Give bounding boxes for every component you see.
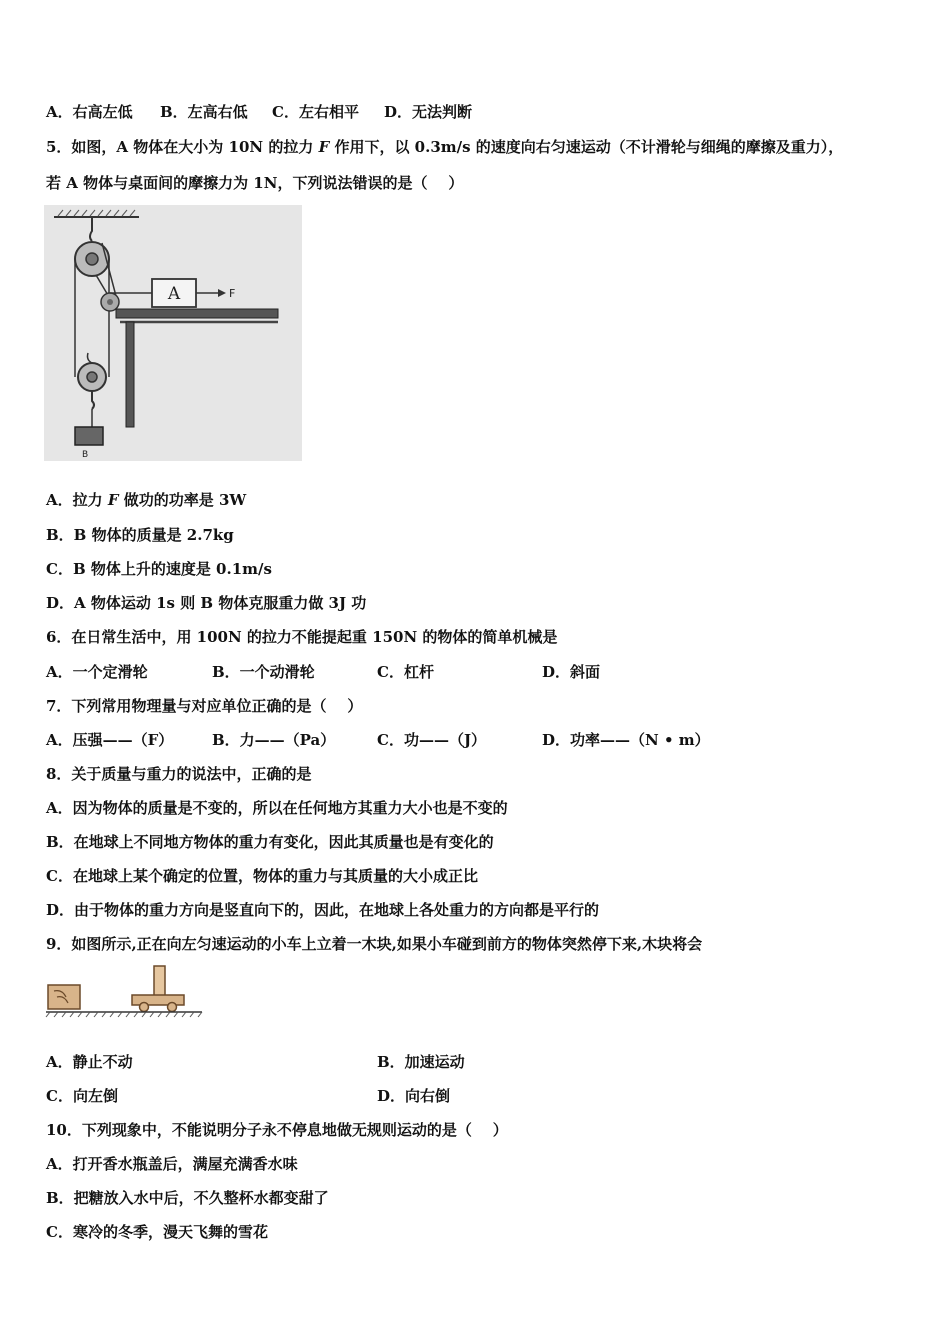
q9-option-b: B．加速运动 — [377, 1053, 465, 1071]
q10-option-a: A．打开香水瓶盖后，满屋充满香水味 — [46, 1155, 298, 1173]
cart-figure — [44, 963, 204, 1019]
q6-option-b: B．一个动滑轮 — [212, 663, 315, 681]
q6-stem: 6．在日常生活中，用 100N 的拉力不能提起重 150N 的物体的简单机械是 — [46, 628, 558, 646]
q4-option-a: A．右高左低 — [46, 103, 133, 121]
q6-option-a: A．一个定滑轮 — [46, 663, 148, 681]
q10-option-b: B．把糖放入水中后，不久整杯水都变甜了 — [46, 1189, 329, 1207]
q8-option-d: D．由于物体的重力方向是竖直向下的，因此，在地球上各处重力的方向都是平行的 — [46, 901, 600, 919]
q5-stem-line1: 5．如图，A 物体在大小为 10N 的拉力 F 作用下，以 0.3m/s 的速度向右匀速运动（不计滑轮与细绳的摩擦及重力）， — [46, 138, 844, 156]
q5-option-a: A．拉力 F 做功的功率是 3W — [46, 491, 247, 509]
block-b-label: B — [82, 450, 89, 460]
q4-option-b: B．左高右低 — [160, 103, 248, 121]
q6-option-c: C．杠杆 — [377, 663, 434, 681]
q4-option-d: D．无法判断 — [384, 103, 473, 121]
q7-stem: 7．下列常用物理量与对应单位正确的是（ ） — [46, 697, 363, 715]
q5-option-d: D．A 物体运动 1s 则 B 物体克服重力做 3J 功 — [46, 594, 367, 612]
q7-option-b: B．力——（Pa） — [212, 731, 336, 749]
force-label: F — [229, 287, 236, 300]
q7-option-d: D．功率——（N • m） — [542, 731, 710, 749]
q9-option-c: C．向左倒 — [46, 1087, 118, 1105]
block-a-label: A — [167, 284, 181, 304]
q5-stem-line2: 若 A 物体与桌面间的摩擦力为 1N，下列说法错误的是（ ） — [46, 174, 464, 192]
q6-option-d: D．斜面 — [542, 663, 601, 681]
q10-stem: 10．下列现象中，不能说明分子永不停息地做无规则运动的是（ ） — [46, 1121, 508, 1139]
q8-stem: 8．关于质量与重力的说法中，正确的是 — [46, 765, 312, 783]
pulley-figure — [44, 205, 302, 461]
q9-option-d: D．向右倒 — [377, 1087, 451, 1105]
q7-option-a: A．压强——（F） — [46, 731, 174, 749]
q10-option-c: C．寒冷的冬季，漫天飞舞的雪花 — [46, 1223, 268, 1241]
q7-option-c: C．功——（J） — [377, 731, 487, 749]
q5-option-c: C．B 物体上升的速度是 0.1m/s — [46, 560, 272, 578]
q8-option-c: C．在地球上某个确定的位置，物体的重力与其质量的大小成正比 — [46, 867, 478, 885]
q5-option-b: B．B 物体的质量是 2.7kg — [46, 526, 234, 544]
q9-stem: 9．如图所示,正在向左匀速运动的小车上立着一木块,如果小车碰到前方的物体突然停下来,木块将会 — [46, 935, 703, 953]
q8-option-a: A．因为物体的质量是不变的，所以在任何地方其重力大小也是不变的 — [46, 799, 508, 817]
q8-option-b: B．在地球上不同地方物体的重力有变化，因此其质量也是有变化的 — [46, 833, 494, 851]
q4-option-c: C．左右相平 — [272, 103, 359, 121]
q9-option-a: A．静止不动 — [46, 1053, 133, 1071]
